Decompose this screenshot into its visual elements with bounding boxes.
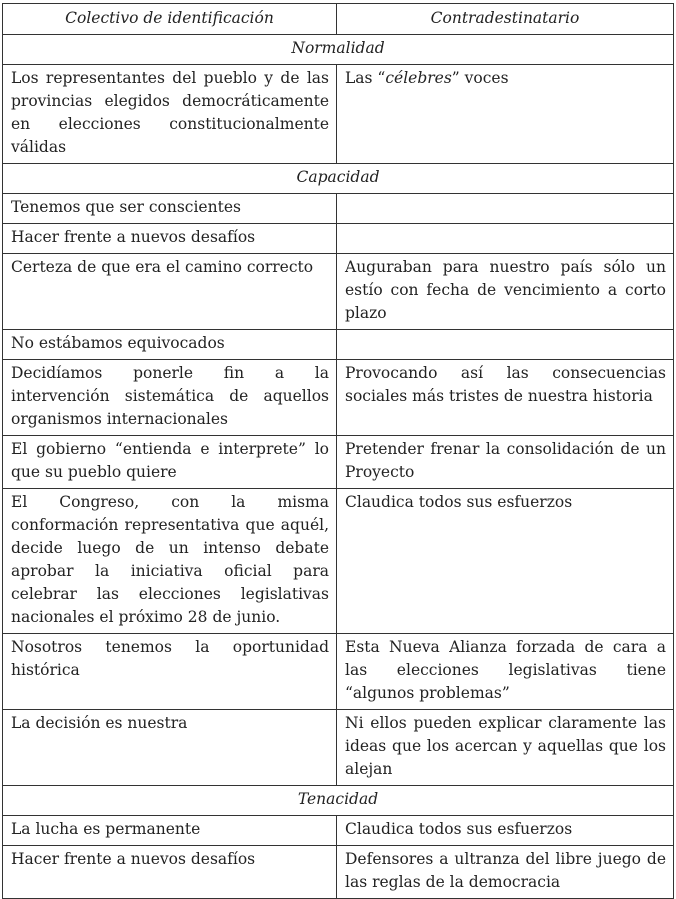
table-row: [3, 489, 674, 634]
table-row: [3, 816, 674, 846]
column-header-identification: Colectivo de identificación: [3, 4, 337, 35]
section-row: [3, 164, 674, 194]
cell-text: ” voces: [451, 69, 509, 87]
identification-cell: Certeza de que era el camino correcto: [3, 254, 337, 330]
table-row: [3, 634, 674, 710]
counter-addressee-cell: [337, 330, 674, 360]
cell-emphasis: célebres: [385, 69, 452, 87]
table-row: [3, 360, 674, 436]
table-row: [3, 65, 674, 164]
column-header-counter-addressee: Contradestinatario: [337, 4, 674, 35]
section-title-normalidad: Normalidad: [3, 35, 674, 65]
counter-addressee-cell: Esta Nueva Alianza forzada de cara a las elecciones legislativas tiene “algunos problemas”: [337, 634, 674, 710]
identification-cell: Nosotros tenemos la oportunidad histórica: [3, 634, 337, 710]
counter-addressee-cell: Claudica todos sus esfuerzos: [337, 816, 674, 846]
section-title-capacidad: Capacidad: [3, 164, 674, 194]
identification-cell: Tenemos que ser conscientes: [3, 194, 337, 224]
table-row: [3, 710, 674, 786]
counter-addressee-cell: [337, 224, 674, 254]
table-row: [3, 330, 674, 360]
section-row: [3, 786, 674, 816]
counter-addressee-cell: Pretender frenar la consolidación de un Proyecto: [337, 436, 674, 489]
counter-addressee-cell: Provocando así las consecuencias sociales más tristes de nuestra historia: [337, 360, 674, 436]
cell-text: Las “: [345, 69, 386, 87]
counter-addressee-cell: [337, 194, 674, 224]
section-title-tenacidad: Tenacidad: [3, 786, 674, 816]
table-row: [3, 846, 674, 899]
identification-cell: Hacer frente a nuevos desafíos: [3, 846, 337, 899]
identification-cell: Hacer frente a nuevos desafíos: [3, 224, 337, 254]
section-row: [3, 35, 674, 65]
identification-cell: La decisión es nuestra: [3, 710, 337, 786]
counter-addressee-cell: Ni ellos pueden explicar claramente las ideas que los acercan y aquellas que los alejan: [337, 710, 674, 786]
counter-addressee-cell: Auguraban para nuestro país sólo un estío con fecha de vencimiento a corto plazo: [337, 254, 674, 330]
counter-addressee-cell: [337, 65, 674, 164]
identification-cell: El Congreso, con la misma conformación representativa que aquél, decide luego de un intenso debate aprobar la iniciativa oficial para celebrar las elecciones legislativas nacionales el próximo 28 de junio.: [3, 489, 337, 634]
identification-cell: El gobierno “entienda e interprete” lo que su pueblo quiere: [3, 436, 337, 489]
table-row: [3, 224, 674, 254]
identification-cell: La lucha es permanente: [3, 816, 337, 846]
comparison-table: [2, 3, 674, 899]
counter-addressee-cell: Claudica todos sus esfuerzos: [337, 489, 674, 634]
identification-cell: Decidíamos ponerle fin a la intervención sistemática de aquellos organismos internacionales: [3, 360, 337, 436]
table-header-row: [3, 4, 674, 35]
table-row: [3, 194, 674, 224]
identification-cell: No estábamos equivocados: [3, 330, 337, 360]
table-row: [3, 436, 674, 489]
identification-cell: Los representantes del pueblo y de las provincias elegidos democráticamente en elecciones constitucionalmente válidas: [3, 65, 337, 164]
counter-addressee-cell: Defensores a ultranza del libre juego de las reglas de la democracia: [337, 846, 674, 899]
table-row: [3, 254, 674, 330]
